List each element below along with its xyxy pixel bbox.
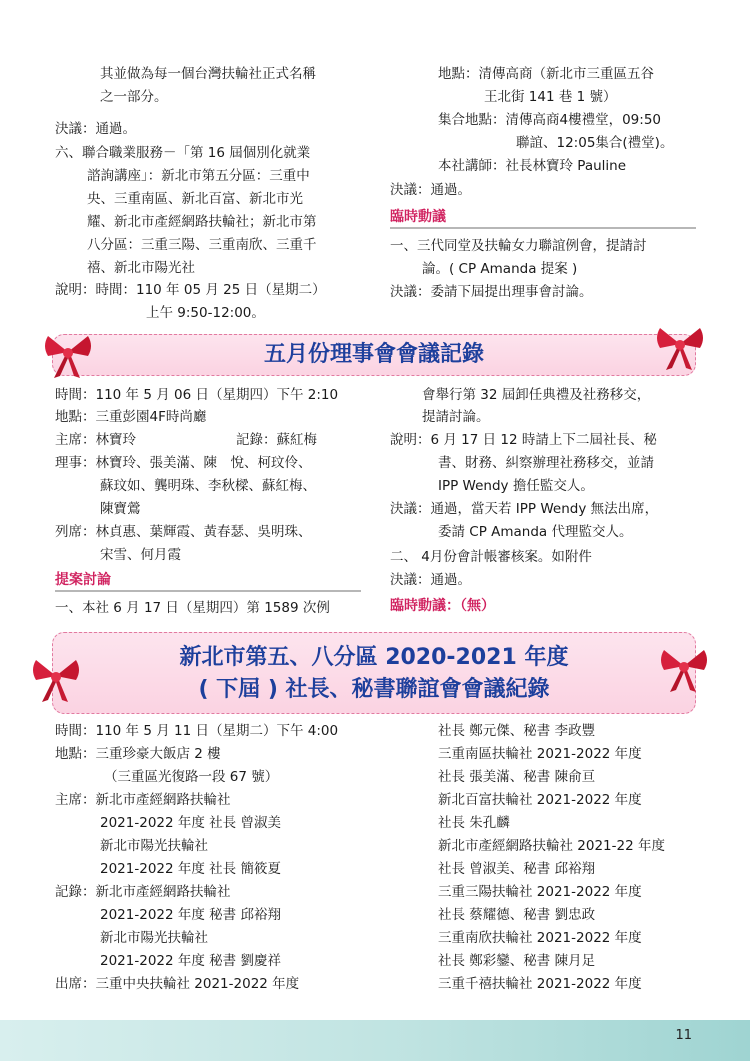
text-line: 理事：林寶玲、張美滿、陳 悅、柯玟伶、 [55, 455, 312, 471]
footer-band [0, 1020, 750, 1061]
text-line: 耀、新北市產經網路扶輪社；新北市第 [87, 214, 317, 230]
text-line: 禧、新北市陽光社 [87, 260, 195, 276]
text-line: 社長 鄭元傑、秘書 李政豐 [438, 723, 596, 739]
text-line: 蘇玟如、龔明珠、李秋樑、蘇紅梅、 [100, 478, 316, 494]
text-line: 書、財務、糾察辦理社務移交，並請 [438, 455, 654, 471]
text-line: 諮詢講座」：新北市第五分區：三重中 [87, 168, 310, 184]
text-line: 決議：通過，當天若 IPP Wendy 無法出席， [390, 501, 659, 517]
subheading: 提案討論 [55, 572, 111, 588]
text-line: 會舉行第 32 屆卸任典禮及社務移交， [422, 387, 651, 403]
ribbon-bow-icon [652, 318, 708, 374]
text-line: 說明：時間：110 年 05 月 25 日（星期二） [55, 282, 326, 298]
text-line: 社長 曾淑美、秘書 邱裕翔 [438, 861, 596, 877]
text-line: 2021-2022 年度 社長 曾淑美 [100, 815, 281, 831]
text-line: 本社講師：社長林寶玲 Pauline [438, 158, 627, 174]
text-line: 2021-2022 年度 秘書 劉慶祥 [100, 953, 281, 969]
text-line: 時間：110 年 5 月 11 日（星期二）下午 4:00 [55, 723, 339, 739]
text-line: 社長 張美滿、秘書 陳俞亘 [438, 769, 596, 785]
subheading: 臨時動議 [390, 209, 446, 225]
text-line: 一、本社 6 月 17 日（星期四）第 1589 次例 [55, 600, 330, 616]
section-title-line-1: 新北市第五、八分區 2020-2021 年度 [179, 645, 569, 670]
text-line: 社長 蔡耀德、秘書 劉忠政 [438, 907, 596, 923]
text-line: 上午 9:50-12:00。 [146, 305, 265, 321]
ribbon-bow-icon [28, 650, 84, 706]
text-line: 提請討論。 [422, 409, 490, 425]
text-line: 記錄：蘇紅梅 [236, 432, 317, 448]
text-line: 新北市陽光扶輪社 [100, 930, 208, 946]
text-line: 三重千禧扶輪社 2021-2022 年度 [438, 976, 642, 992]
text-line: 決議：通過。 [55, 121, 136, 137]
text-line: 新北百富扶輪社 2021-2022 年度 [438, 792, 642, 808]
text-line: 新北市陽光扶輪社 [100, 838, 208, 854]
text-line: 2021-2022 年度 秘書 邱裕翔 [100, 907, 281, 923]
text-line: 主席：林寶玲 [55, 432, 136, 448]
text-line: （三重區光復路一段 67 號） [104, 769, 279, 785]
text-line: 八分區：三重三陽、三重南欣、三重千 [87, 237, 317, 253]
text-line: 王北街 141 巷 1 號） [484, 89, 617, 105]
text-line: 主席：新北市產經網路扶輪社 [55, 792, 231, 808]
section-banner-board-meeting [52, 334, 696, 376]
ribbon-bow-icon [656, 640, 712, 696]
text-line: 一、三代同堂及扶輪女力聯誼例會，提請討 [390, 238, 647, 254]
text-line: 決議：通過。 [390, 182, 471, 198]
text-line: 決議：委請下屆提出理事會討論。 [390, 284, 593, 300]
text-line: 集合地點：清傳高商4樓禮堂，09:50 [438, 112, 661, 128]
text-line: 三重南區扶輪社 2021-2022 年度 [438, 746, 642, 762]
text-line: 央、三重南區、新北百富、新北市光 [87, 191, 303, 207]
subheading-underline [55, 590, 361, 592]
text-line: 社長 鄭彩鑾、秘書 陳月足 [438, 953, 596, 969]
text-line: 出席：三重中央扶輪社 2021-2022 年度 [55, 976, 300, 992]
text-line: 三重南欣扶輪社 2021-2022 年度 [438, 930, 642, 946]
text-line: 社長 朱孔麟 [438, 815, 510, 831]
text-line: 宋雪、何月霞 [100, 547, 181, 563]
text-line: 說明：6 月 17 日 12 時請上下二屆社長、秘 [390, 432, 657, 448]
text-line: 三重三陽扶輪社 2021-2022 年度 [438, 884, 642, 900]
text-line: 地點：三重珍豪大飯店 2 樓 [55, 746, 221, 762]
text-line: 之一部分。 [100, 89, 168, 105]
text-line: 2021-2022 年度 社長 簡筱夏 [100, 861, 281, 877]
text-line: 論。( CP Amanda 提案 ) [422, 261, 578, 277]
text-line: 時間：110 年 5 月 06 日（星期四）下午 2:10 [55, 387, 339, 403]
text-line: 六、聯合職業服務－「第 16 屆個別化就業 [55, 145, 311, 161]
subheading: 臨時動議：（無） [390, 598, 495, 614]
text-line: 陳寶鶯 [100, 501, 141, 517]
page-number: 11 [675, 1028, 692, 1043]
text-line: 新北市產經網路扶輪社 2021-22 年度 [438, 838, 665, 854]
text-line: 地點：清傳高商（新北市三重區五谷 [438, 66, 654, 82]
text-line: 二、 4月份會計帳審核案。如附件 [390, 549, 592, 565]
text-line: 地點：三重彭園4F時尚廳 [55, 409, 207, 425]
text-line: 聯誼、12:05集合(禮堂)。 [516, 135, 674, 151]
ribbon-bow-icon [40, 326, 96, 382]
text-line: 委請 CP Amanda 代理監交人。 [438, 524, 633, 540]
text-line: 列席：林貞惠、葉輝霞、黃春瑟、吳明珠、 [55, 524, 312, 540]
section-title-line-2: ( 下屆 ) 社長、秘書聯誼會會議紀錄 [198, 677, 550, 702]
text-line: 決議：通過。 [390, 572, 471, 588]
subheading-underline [390, 227, 696, 229]
text-line: 其並做為每一個台灣扶輪社正式名稱 [100, 66, 316, 82]
section-title: 五月份理事會會議記錄 [263, 342, 484, 367]
section-banner-district-meeting [52, 632, 696, 714]
text-line: 記錄：新北市產經網路扶輪社 [55, 884, 231, 900]
text-line: IPP Wendy 擔任監交人。 [438, 478, 594, 494]
